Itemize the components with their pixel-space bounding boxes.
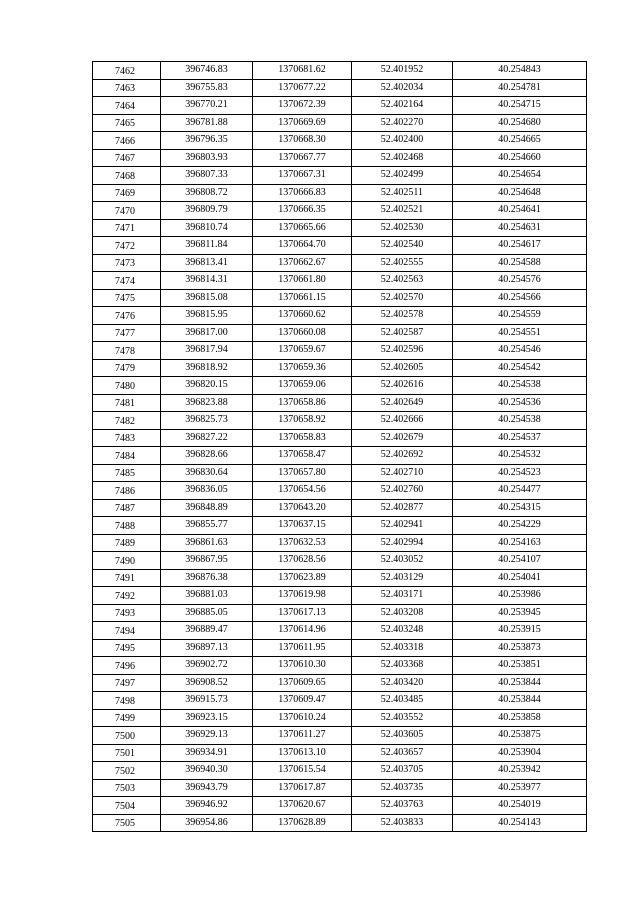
latitude-cell: 40.253858	[453, 709, 587, 727]
table-row	[93, 534, 587, 552]
longitude-cell: 52.402692	[352, 447, 453, 465]
latitude-cell: 40.253904	[453, 744, 587, 762]
x-coordinate-cell: 396818.92	[161, 359, 253, 377]
latitude-cell: 40.253915	[453, 622, 587, 640]
latitude-cell: 40.254143	[453, 814, 587, 832]
y-coordinate-cell: 1370668.30	[253, 132, 352, 150]
point-number-cell: 7471	[93, 219, 161, 237]
x-coordinate-cell: 396934.91	[161, 744, 253, 762]
longitude-cell: 52.402400	[352, 132, 453, 150]
table-row	[93, 622, 587, 640]
table-row	[93, 307, 587, 325]
table-row	[93, 394, 587, 412]
point-number-cell: 7492	[93, 587, 161, 605]
point-number-cell: 7488	[93, 517, 161, 535]
x-coordinate-cell: 396897.13	[161, 639, 253, 657]
longitude-cell: 52.402941	[352, 517, 453, 535]
point-number-cell: 7468	[93, 167, 161, 185]
longitude-cell: 52.403657	[352, 744, 453, 762]
longitude-cell: 52.402521	[352, 202, 453, 220]
point-number-cell: 7489	[93, 534, 161, 552]
point-number-cell: 7467	[93, 149, 161, 167]
latitude-cell: 40.253844	[453, 692, 587, 710]
table-row	[93, 412, 587, 430]
x-coordinate-cell: 396781.88	[161, 114, 253, 132]
y-coordinate-cell: 1370643.20	[253, 499, 352, 517]
latitude-cell: 40.254538	[453, 412, 587, 430]
y-coordinate-cell: 1370615.54	[253, 762, 352, 780]
table-row	[93, 62, 587, 80]
latitude-cell: 40.254546	[453, 342, 587, 360]
latitude-cell: 40.254536	[453, 394, 587, 412]
point-number-cell: 7473	[93, 254, 161, 272]
y-coordinate-cell: 1370658.86	[253, 394, 352, 412]
table-row	[93, 377, 587, 395]
y-coordinate-cell: 1370623.89	[253, 569, 352, 587]
y-coordinate-cell: 1370637.15	[253, 517, 352, 535]
y-coordinate-cell: 1370617.13	[253, 604, 352, 622]
latitude-cell: 40.253945	[453, 604, 587, 622]
longitude-cell: 52.402596	[352, 342, 453, 360]
x-coordinate-cell: 396746.83	[161, 62, 253, 80]
longitude-cell: 52.403208	[352, 604, 453, 622]
longitude-cell: 52.403420	[352, 674, 453, 692]
table-row	[93, 464, 587, 482]
table-row	[93, 184, 587, 202]
x-coordinate-cell: 396876.38	[161, 569, 253, 587]
point-number-cell: 7487	[93, 499, 161, 517]
table-row	[93, 517, 587, 535]
x-coordinate-cell: 396814.31	[161, 272, 253, 290]
table-row	[93, 97, 587, 115]
longitude-cell: 52.402679	[352, 429, 453, 447]
latitude-cell: 40.254576	[453, 272, 587, 290]
latitude-cell: 40.253851	[453, 657, 587, 675]
y-coordinate-cell: 1370666.35	[253, 202, 352, 220]
point-number-cell: 7484	[93, 447, 161, 465]
longitude-cell: 52.402270	[352, 114, 453, 132]
point-number-cell: 7490	[93, 552, 161, 570]
point-number-cell: 7463	[93, 79, 161, 97]
y-coordinate-cell: 1370613.10	[253, 744, 352, 762]
point-number-cell: 7501	[93, 744, 161, 762]
x-coordinate-cell: 396803.93	[161, 149, 253, 167]
point-number-cell: 7474	[93, 272, 161, 290]
x-coordinate-cell: 396902.72	[161, 657, 253, 675]
x-coordinate-cell: 396929.13	[161, 727, 253, 745]
table-row	[93, 167, 587, 185]
longitude-cell: 52.402649	[352, 394, 453, 412]
table-row	[93, 587, 587, 605]
longitude-cell: 52.402994	[352, 534, 453, 552]
longitude-cell: 52.402034	[352, 79, 453, 97]
point-number-cell: 7466	[93, 132, 161, 150]
longitude-cell: 52.403605	[352, 727, 453, 745]
point-number-cell: 7482	[93, 412, 161, 430]
longitude-cell: 52.403705	[352, 762, 453, 780]
latitude-cell: 40.254315	[453, 499, 587, 517]
x-coordinate-cell: 396808.72	[161, 184, 253, 202]
longitude-cell: 52.403735	[352, 779, 453, 797]
y-coordinate-cell: 1370620.67	[253, 797, 352, 815]
table-row	[93, 674, 587, 692]
x-coordinate-cell: 396807.33	[161, 167, 253, 185]
table-row	[93, 762, 587, 780]
longitude-cell: 52.402563	[352, 272, 453, 290]
latitude-cell: 40.253942	[453, 762, 587, 780]
latitude-cell: 40.254538	[453, 377, 587, 395]
y-coordinate-cell: 1370669.69	[253, 114, 352, 132]
latitude-cell: 40.253977	[453, 779, 587, 797]
latitude-cell: 40.254617	[453, 237, 587, 255]
table-row	[93, 639, 587, 657]
table-row	[93, 342, 587, 360]
latitude-cell: 40.254537	[453, 429, 587, 447]
point-number-cell: 7464	[93, 97, 161, 115]
latitude-cell: 40.254107	[453, 552, 587, 570]
latitude-cell: 40.254542	[453, 359, 587, 377]
table-row	[93, 797, 587, 815]
table-row	[93, 727, 587, 745]
y-coordinate-cell: 1370654.56	[253, 482, 352, 500]
y-coordinate-cell: 1370632.53	[253, 534, 352, 552]
table-row	[93, 814, 587, 832]
table-row	[93, 254, 587, 272]
x-coordinate-cell: 396813.41	[161, 254, 253, 272]
x-coordinate-cell: 396755.83	[161, 79, 253, 97]
longitude-cell: 52.402511	[352, 184, 453, 202]
table-row	[93, 79, 587, 97]
x-coordinate-cell: 396830.64	[161, 464, 253, 482]
x-coordinate-cell: 396881.03	[161, 587, 253, 605]
longitude-cell: 52.403552	[352, 709, 453, 727]
y-coordinate-cell: 1370659.36	[253, 359, 352, 377]
y-coordinate-cell: 1370628.56	[253, 552, 352, 570]
y-coordinate-cell: 1370658.83	[253, 429, 352, 447]
table-row	[93, 202, 587, 220]
x-coordinate-cell: 396954.86	[161, 814, 253, 832]
y-coordinate-cell: 1370609.65	[253, 674, 352, 692]
x-coordinate-cell: 396855.77	[161, 517, 253, 535]
point-number-cell: 7495	[93, 639, 161, 657]
y-coordinate-cell: 1370628.89	[253, 814, 352, 832]
point-number-cell: 7462	[93, 62, 161, 80]
latitude-cell: 40.254588	[453, 254, 587, 272]
y-coordinate-cell: 1370609.47	[253, 692, 352, 710]
y-coordinate-cell: 1370610.24	[253, 709, 352, 727]
table-row	[93, 219, 587, 237]
x-coordinate-cell: 396825.73	[161, 412, 253, 430]
table-row	[93, 499, 587, 517]
coordinates-table-body	[93, 62, 587, 832]
x-coordinate-cell: 396915.73	[161, 692, 253, 710]
longitude-cell: 52.403052	[352, 552, 453, 570]
table-row	[93, 359, 587, 377]
longitude-cell: 52.402666	[352, 412, 453, 430]
longitude-cell: 52.403485	[352, 692, 453, 710]
latitude-cell: 40.254660	[453, 149, 587, 167]
coordinates-table	[92, 61, 587, 832]
y-coordinate-cell: 1370667.77	[253, 149, 352, 167]
latitude-cell: 40.253873	[453, 639, 587, 657]
longitude-cell: 52.401952	[352, 62, 453, 80]
x-coordinate-cell: 396809.79	[161, 202, 253, 220]
y-coordinate-cell: 1370667.31	[253, 167, 352, 185]
table-row	[93, 604, 587, 622]
x-coordinate-cell: 396811.84	[161, 237, 253, 255]
table-row	[93, 569, 587, 587]
latitude-cell: 40.254648	[453, 184, 587, 202]
y-coordinate-cell: 1370660.08	[253, 324, 352, 342]
latitude-cell: 40.253875	[453, 727, 587, 745]
y-coordinate-cell: 1370658.47	[253, 447, 352, 465]
longitude-cell: 52.403763	[352, 797, 453, 815]
latitude-cell: 40.254781	[453, 79, 587, 97]
y-coordinate-cell: 1370662.67	[253, 254, 352, 272]
point-number-cell: 7503	[93, 779, 161, 797]
x-coordinate-cell: 396810.74	[161, 219, 253, 237]
x-coordinate-cell: 396889.47	[161, 622, 253, 640]
point-number-cell: 7481	[93, 394, 161, 412]
x-coordinate-cell: 396943.79	[161, 779, 253, 797]
point-number-cell: 7502	[93, 762, 161, 780]
y-coordinate-cell: 1370664.70	[253, 237, 352, 255]
y-coordinate-cell: 1370611.27	[253, 727, 352, 745]
point-number-cell: 7493	[93, 604, 161, 622]
latitude-cell: 40.253844	[453, 674, 587, 692]
table-row	[93, 149, 587, 167]
latitude-cell: 40.254843	[453, 62, 587, 80]
latitude-cell: 40.254041	[453, 569, 587, 587]
y-coordinate-cell: 1370661.15	[253, 289, 352, 307]
x-coordinate-cell: 396908.52	[161, 674, 253, 692]
table-row	[93, 272, 587, 290]
latitude-cell: 40.254566	[453, 289, 587, 307]
point-number-cell: 7480	[93, 377, 161, 395]
point-number-cell: 7491	[93, 569, 161, 587]
y-coordinate-cell: 1370610.30	[253, 657, 352, 675]
point-number-cell: 7496	[93, 657, 161, 675]
x-coordinate-cell: 396923.15	[161, 709, 253, 727]
table-row	[93, 324, 587, 342]
point-number-cell: 7465	[93, 114, 161, 132]
table-row	[93, 657, 587, 675]
table-row	[93, 744, 587, 762]
point-number-cell: 7504	[93, 797, 161, 815]
y-coordinate-cell: 1370681.62	[253, 62, 352, 80]
point-number-cell: 7470	[93, 202, 161, 220]
latitude-cell: 40.254641	[453, 202, 587, 220]
y-coordinate-cell: 1370666.83	[253, 184, 352, 202]
longitude-cell: 52.402164	[352, 97, 453, 115]
y-coordinate-cell: 1370661.80	[253, 272, 352, 290]
longitude-cell: 52.402760	[352, 482, 453, 500]
latitude-cell: 40.254715	[453, 97, 587, 115]
point-number-cell: 7483	[93, 429, 161, 447]
point-number-cell: 7478	[93, 342, 161, 360]
y-coordinate-cell: 1370617.87	[253, 779, 352, 797]
latitude-cell: 40.254523	[453, 464, 587, 482]
point-number-cell: 7497	[93, 674, 161, 692]
y-coordinate-cell: 1370659.06	[253, 377, 352, 395]
point-number-cell: 7505	[93, 814, 161, 832]
x-coordinate-cell: 396815.95	[161, 307, 253, 325]
x-coordinate-cell: 396820.15	[161, 377, 253, 395]
longitude-cell: 52.403129	[352, 569, 453, 587]
latitude-cell: 40.254477	[453, 482, 587, 500]
y-coordinate-cell: 1370611.95	[253, 639, 352, 657]
latitude-cell: 40.254680	[453, 114, 587, 132]
latitude-cell: 40.253986	[453, 587, 587, 605]
table-row	[93, 429, 587, 447]
table-row	[93, 132, 587, 150]
point-number-cell: 7494	[93, 622, 161, 640]
y-coordinate-cell: 1370677.22	[253, 79, 352, 97]
point-number-cell: 7469	[93, 184, 161, 202]
table-row	[93, 237, 587, 255]
longitude-cell: 52.402540	[352, 237, 453, 255]
table-row	[93, 779, 587, 797]
point-number-cell: 7498	[93, 692, 161, 710]
table-row	[93, 482, 587, 500]
longitude-cell: 52.402578	[352, 307, 453, 325]
table-row	[93, 114, 587, 132]
latitude-cell: 40.254019	[453, 797, 587, 815]
latitude-cell: 40.254229	[453, 517, 587, 535]
latitude-cell: 40.254163	[453, 534, 587, 552]
x-coordinate-cell: 396770.21	[161, 97, 253, 115]
y-coordinate-cell: 1370614.96	[253, 622, 352, 640]
longitude-cell: 52.402555	[352, 254, 453, 272]
y-coordinate-cell: 1370672.39	[253, 97, 352, 115]
longitude-cell: 52.402587	[352, 324, 453, 342]
table-row	[93, 447, 587, 465]
x-coordinate-cell: 396940.30	[161, 762, 253, 780]
point-number-cell: 7476	[93, 307, 161, 325]
longitude-cell: 52.402468	[352, 149, 453, 167]
table-row	[93, 552, 587, 570]
longitude-cell: 52.402499	[352, 167, 453, 185]
longitude-cell: 52.403171	[352, 587, 453, 605]
x-coordinate-cell: 396815.08	[161, 289, 253, 307]
latitude-cell: 40.254631	[453, 219, 587, 237]
longitude-cell: 52.402710	[352, 464, 453, 482]
latitude-cell: 40.254559	[453, 307, 587, 325]
longitude-cell: 52.402877	[352, 499, 453, 517]
x-coordinate-cell: 396823.88	[161, 394, 253, 412]
y-coordinate-cell: 1370657.80	[253, 464, 352, 482]
x-coordinate-cell: 396817.00	[161, 324, 253, 342]
point-number-cell: 7499	[93, 709, 161, 727]
point-number-cell: 7500	[93, 727, 161, 745]
x-coordinate-cell: 396796.35	[161, 132, 253, 150]
point-number-cell: 7477	[93, 324, 161, 342]
latitude-cell: 40.254654	[453, 167, 587, 185]
y-coordinate-cell: 1370659.67	[253, 342, 352, 360]
table-row	[93, 709, 587, 727]
y-coordinate-cell: 1370658.92	[253, 412, 352, 430]
longitude-cell: 52.402530	[352, 219, 453, 237]
y-coordinate-cell: 1370660.62	[253, 307, 352, 325]
x-coordinate-cell: 396836.05	[161, 482, 253, 500]
x-coordinate-cell: 396827.22	[161, 429, 253, 447]
y-coordinate-cell: 1370665.66	[253, 219, 352, 237]
longitude-cell: 52.403248	[352, 622, 453, 640]
latitude-cell: 40.254551	[453, 324, 587, 342]
longitude-cell: 52.402605	[352, 359, 453, 377]
x-coordinate-cell: 396885.05	[161, 604, 253, 622]
longitude-cell: 52.402570	[352, 289, 453, 307]
x-coordinate-cell: 396861.63	[161, 534, 253, 552]
longitude-cell: 52.403368	[352, 657, 453, 675]
x-coordinate-cell: 396817.94	[161, 342, 253, 360]
table-row	[93, 692, 587, 710]
x-coordinate-cell: 396867.95	[161, 552, 253, 570]
point-number-cell: 7479	[93, 359, 161, 377]
x-coordinate-cell: 396828.66	[161, 447, 253, 465]
point-number-cell: 7475	[93, 289, 161, 307]
latitude-cell: 40.254665	[453, 132, 587, 150]
point-number-cell: 7486	[93, 482, 161, 500]
x-coordinate-cell: 396848.89	[161, 499, 253, 517]
y-coordinate-cell: 1370619.98	[253, 587, 352, 605]
longitude-cell: 52.402616	[352, 377, 453, 395]
point-number-cell: 7472	[93, 237, 161, 255]
longitude-cell: 52.403318	[352, 639, 453, 657]
longitude-cell: 52.403833	[352, 814, 453, 832]
latitude-cell: 40.254532	[453, 447, 587, 465]
point-number-cell: 7485	[93, 464, 161, 482]
x-coordinate-cell: 396946.92	[161, 797, 253, 815]
table-row	[93, 289, 587, 307]
